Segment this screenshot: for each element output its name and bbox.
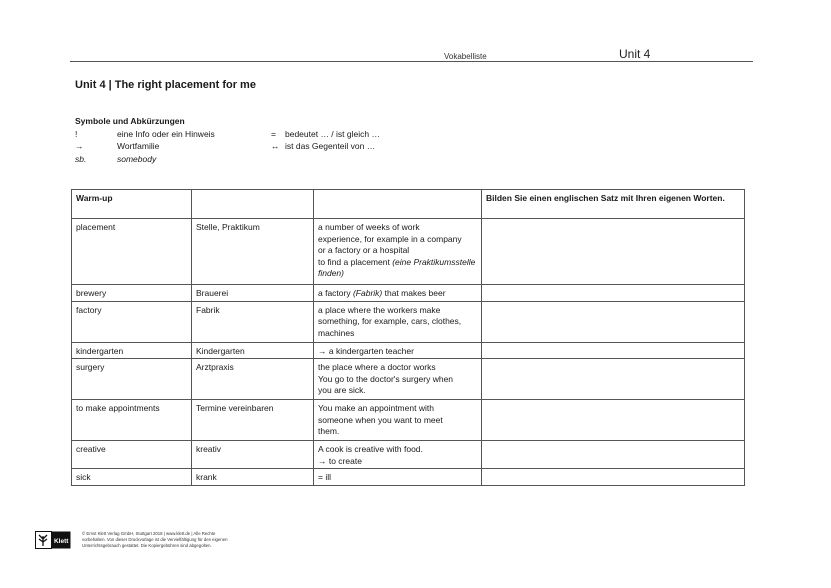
header-cell (192, 190, 314, 219)
sentence-answer-cell[interactable] (482, 285, 745, 302)
definition-line: you are sick. (318, 385, 366, 395)
symbol: sb. (75, 153, 87, 164)
header-unit: Unit 4 (619, 47, 651, 61)
definition-line: → to create (318, 455, 362, 466)
symbol: ! (75, 128, 78, 139)
table-row (72, 441, 745, 469)
copyright-line: vorbehalten. Von dieser Druckvorlage ist die Vervielfältigung für den eigenen (82, 537, 228, 542)
german-translation: Fabrik (192, 301, 314, 342)
english-term: brewery (72, 285, 192, 302)
german-translation: kreativ (192, 441, 314, 469)
symbol-row (75, 128, 380, 141)
symbol-meaning: ist das Gegenteil von … (285, 141, 376, 151)
symbol-row (75, 153, 185, 166)
definition (314, 301, 482, 342)
sentence-answer-cell[interactable] (482, 219, 745, 285)
german-translation: Stelle, Praktikum (192, 219, 314, 285)
table-row (72, 285, 745, 302)
klett-logo (35, 531, 71, 549)
symbol: = (271, 128, 276, 139)
definition-line: A cook is creative with food. (318, 444, 423, 454)
definition-line: You go to the doctor's surgery when (318, 373, 454, 384)
table-row (72, 469, 745, 486)
german-translation: krank (192, 469, 314, 486)
german-translation: Arztpraxis (192, 359, 314, 400)
header-rule (70, 61, 753, 62)
definition-line: a place where the workers make (318, 304, 441, 315)
definition-text: a factory (318, 288, 353, 298)
german-translation: Brauerei (192, 285, 314, 302)
definition-line: machines (318, 327, 355, 338)
definition-line: the place where a doctor works (318, 362, 436, 372)
definition-line: someone when you want to meet (318, 414, 443, 425)
english-term: kindergarten (72, 342, 192, 359)
definition (314, 469, 482, 486)
symbol-meaning: Wortfamilie (117, 141, 160, 151)
definition (314, 359, 482, 400)
definition (314, 441, 482, 469)
sentence-answer-cell[interactable] (482, 359, 745, 400)
definition-line: experience, for example in a company (318, 233, 462, 244)
table-row (72, 342, 745, 359)
sentence-answer-cell[interactable] (482, 301, 745, 342)
definition-line: → a kindergarten teacher (318, 345, 414, 356)
german-translation: Termine vereinbaren (192, 400, 314, 441)
symbol-meaning: eine Info oder ein Hinweis (117, 128, 215, 139)
english-term: surgery (72, 359, 192, 400)
symbol: ↔ (271, 141, 280, 151)
definition (314, 219, 482, 285)
symbol-meaning: somebody (117, 153, 157, 164)
english-term: to make appointments (72, 400, 192, 441)
definition-line: something, for example, cars, clothes, (318, 316, 462, 326)
english-term: placement (72, 219, 192, 285)
english-term: factory (72, 301, 192, 342)
definition (314, 400, 482, 441)
copyright-notice (82, 531, 282, 549)
sentence-answer-cell[interactable] (482, 441, 745, 469)
definition-line: a number of weeks of work (318, 222, 420, 232)
table-row (72, 359, 745, 400)
copyright-line: Unterrichtsgebrauch gestattet. Die Kopiergebühren sind abgegolten. (82, 543, 212, 548)
page-title: Unit 4 | The right placement for me (75, 79, 256, 91)
definition (314, 285, 482, 302)
symbol-meaning: bedeutet … / ist gleich … (285, 128, 380, 139)
section-heading: Warm-up (72, 190, 192, 219)
definition-text: that makes beer (382, 288, 446, 298)
vocabulary-table (71, 189, 745, 486)
header-doc-label: Vokabelliste (444, 52, 487, 61)
symbols-legend (75, 115, 380, 165)
table-row (72, 301, 745, 342)
copyright-line: © Ernst Klett Verlag GmbH, Stuttgart 2018 | www.klett.de | Alle Rechte (82, 531, 216, 536)
definition-line: = ill (318, 472, 331, 482)
english-term: creative (72, 441, 192, 469)
table-header-row (72, 190, 745, 219)
definition-line: or a factory or a hospital (318, 245, 410, 255)
sentence-answer-cell[interactable] (482, 400, 745, 441)
definition-note: (Fabrik) (352, 288, 383, 298)
table-row (72, 219, 745, 285)
sentence-answer-cell[interactable] (482, 342, 745, 359)
definition-line: You make an appointment with (318, 403, 434, 413)
english-term: sick (72, 469, 192, 486)
symbol: → (75, 141, 84, 151)
definition-line: to find a placement (318, 256, 393, 267)
definition (314, 342, 482, 359)
definition-note: (eine Praktikumsstelle finden) (318, 256, 476, 278)
symbols-heading: Symbole und Abkürzungen (75, 116, 185, 126)
definition-line: them. (318, 426, 340, 436)
german-translation: Kindergarten (192, 342, 314, 359)
symbol-row (75, 140, 376, 153)
sentence-column-heading: Bilden Sie einen englischen Satz mit Ihren eigenen Worten. (482, 190, 745, 219)
header-cell (314, 190, 482, 219)
logo-wordmark: Klett (53, 537, 69, 545)
sentence-answer-cell[interactable] (482, 469, 745, 486)
table-row (72, 400, 745, 441)
